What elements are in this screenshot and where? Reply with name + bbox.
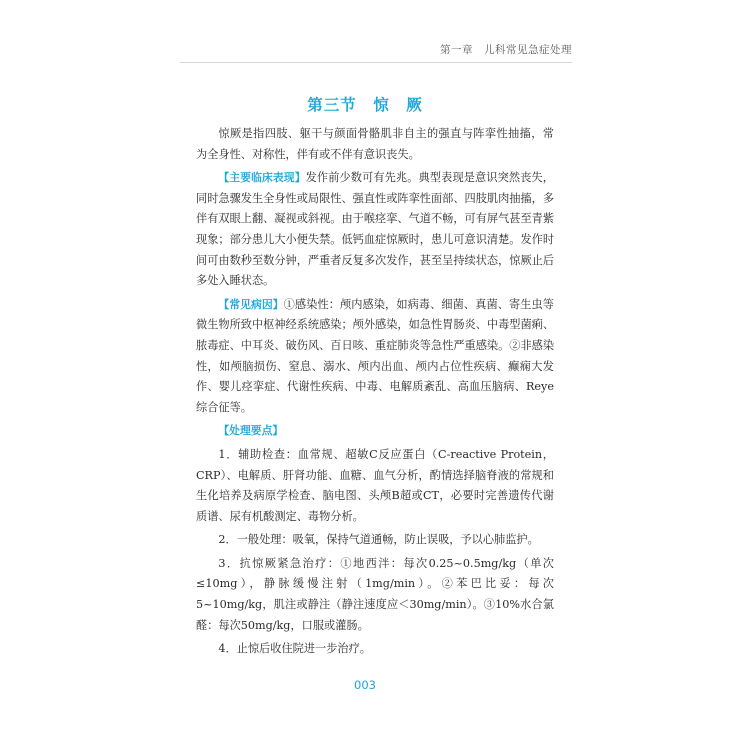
treatment-item: 2．一般处理：吸氧，保持气道通畅，防止误吸，予以心肺监护。 <box>218 533 539 547</box>
header-divider <box>180 62 572 63</box>
treatment-heading <box>196 421 554 442</box>
treatment-item: 3．抗惊厥紧急治疗：①地西泮：每次0.25~0.5mg/kg（单次≤10mg），静脉缓慢注射（1mg/min）。②苯巴比妥：每次5~10mg/kg，肌注或静注（静注速度应＜30mg/min）。③10%水合氯醛：每次50mg/kg，口服或灌肠。 <box>196 556 554 632</box>
section-title: 第三节 惊 厥 <box>307 96 423 114</box>
treatment-item: 1．辅助检查：血常规、超敏C反应蛋白（C-reactive Protein，CRP）、电解质、肝肾功能、血糖、血气分析，酌情选择脑脊液的常规和生化培养及病原学检查、脑电图、头颅B超或CT，必要时完善遗传代谢质谱、尿有机酸测定、毒物分析。 <box>196 447 554 523</box>
chapter-header: 第一章 儿科常见急症处理 <box>440 44 572 56</box>
causes-paragraph <box>196 295 554 419</box>
clinical-text: 发作前少数可有先兆。典型表现是意识突然丧失，同时急骤发生全身性或局限性、强直性或阵挛性面部、四肢肌肉抽搐，多伴有双眼上翻、凝视或斜视。由于喉痉挛、气道不畅，可有屏气甚至青紫现象；部分患儿大小便失禁。低钙血症惊厥时，患儿可意识清楚。发作时间可由数秒至数分钟，严重者反复多次发作，甚至呈持续状态，惊厥止后多处入睡状态。 <box>196 171 555 288</box>
treatment-item: 4．止惊后收住院进一步治疗。 <box>218 642 371 656</box>
causes-tag: 【常见病因】 <box>218 297 284 311</box>
page-number: 003 <box>354 678 376 692</box>
treatment-tag: 【处理要点】 <box>218 424 284 438</box>
intro-paragraph: 惊厥是指四肢、躯干与颜面骨骼肌非自主的强直与阵挛性抽搐，常为全身性、对称性，伴有或不伴有意识丧失。 <box>196 127 554 161</box>
clinical-paragraph <box>196 168 554 292</box>
clinical-tag: 【主要临床表现】 <box>218 171 306 185</box>
causes-text: ①感染性：颅内感染，如病毒、细菌、真菌、寄生虫等微生物所致中枢神经系统感染；颅外感染，如急性胃肠炎、中毒型菌痢、脓毒症、中耳炎、破伤风、百日咳、重症肺炎等急性严重感染。②非感染性，如颅脑损伤、窒息、溺水、颅内出血、颅内占位性疾病、癫痫大发作、婴儿痉挛症、代谢性疾病、中毒、电解质紊乱、高血压脑病、Reye综合征等。 <box>196 297 555 414</box>
body-text <box>196 124 554 663</box>
